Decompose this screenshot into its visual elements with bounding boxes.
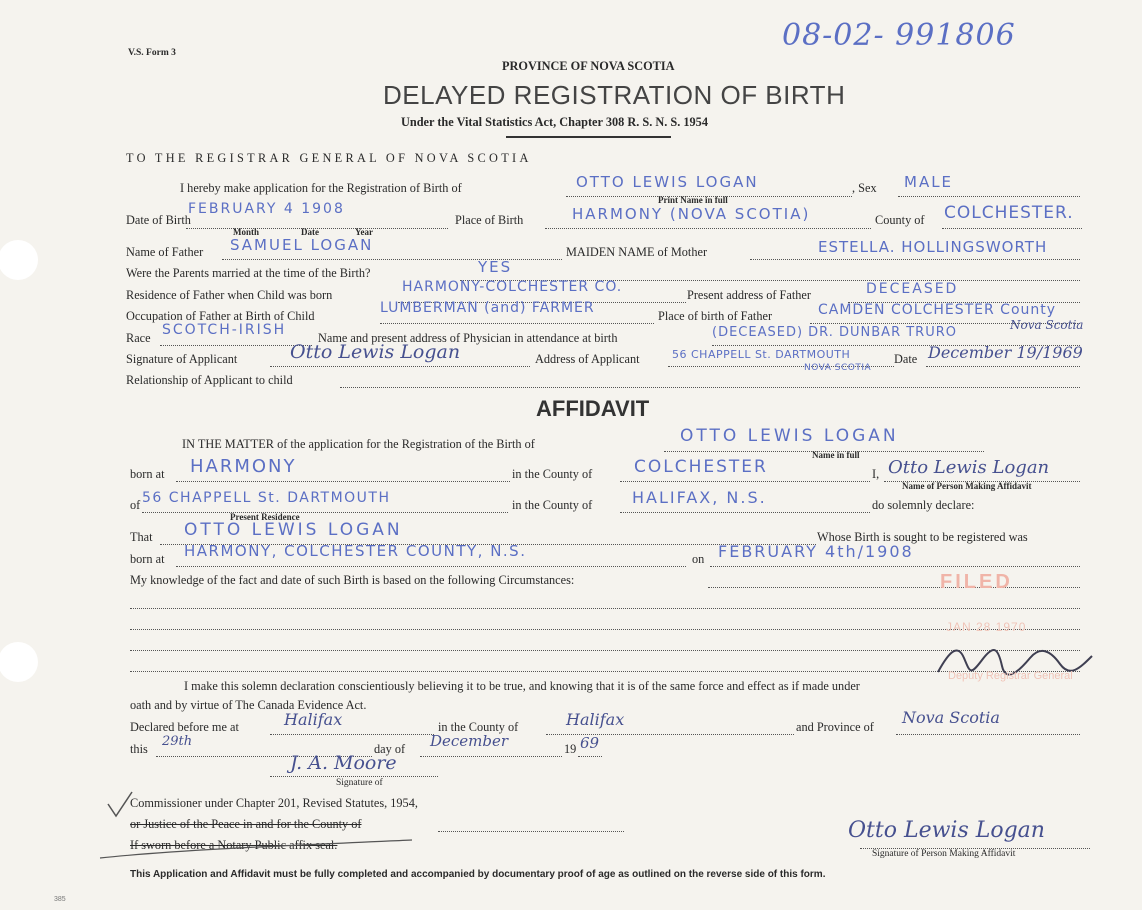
strike-line	[96, 836, 416, 862]
race-label: Race	[126, 331, 151, 345]
whose-label: Whose Birth is sought to be registered was	[817, 530, 1028, 544]
county3-value: Halifax	[566, 710, 625, 729]
on-label: on	[692, 552, 705, 566]
born-at2-value: HARMONY, COLCHESTER COUNTY, N.S.	[184, 542, 527, 560]
applicant-address-label: Address of Applicant	[535, 352, 640, 366]
sex-line	[898, 196, 1080, 197]
physician-value: (DECEASED) DR. DUNBAR TRURO	[712, 325, 957, 340]
declared-value: Halifax	[284, 710, 343, 729]
affiant-signature: Otto Lewis Logan	[848, 818, 1045, 843]
year-value: 69	[580, 734, 600, 752]
province-heading: PROVINCE OF NOVA SCOTIA	[502, 59, 675, 73]
date-line	[926, 366, 1080, 367]
province-value: Nova Scotia	[902, 708, 1000, 727]
father-pob-extra: Nova Scotia	[1010, 318, 1084, 332]
occupation-line	[380, 323, 654, 324]
aff-county-value: COLCHESTER	[634, 457, 768, 477]
born-at2-line	[176, 566, 686, 567]
applicant-address-extra: NOVA SCOTIA	[804, 363, 872, 373]
filed-stamp: FILED	[940, 571, 1013, 593]
matter-label: IN THE MATTER of the application for the Registration of the Birth of	[182, 437, 535, 451]
present-address-value: DECEASED	[866, 281, 959, 297]
application-date: December 19/1969	[928, 343, 1083, 362]
affiant-label: Signature of Person Making Affidavit	[872, 849, 1016, 859]
year-note: Year	[355, 227, 373, 237]
relationship-label: Relationship of Applicant to child	[126, 373, 293, 387]
year-prefix: 19	[564, 742, 577, 756]
justice-label: or Justice of the Peace in and for the County of	[130, 817, 362, 831]
signature-label: Signature of Applicant	[126, 352, 238, 366]
addressee: TO THE REGISTRAR GENERAL OF NOVA SCOTIA	[126, 151, 532, 165]
present-address-label: Present address of Father	[687, 288, 811, 302]
knowledge-line	[708, 587, 1080, 588]
commissioner-label: Commissioner under Chapter 201, Revised Statutes, 1954,	[130, 796, 418, 810]
father-label: Name of Father	[126, 245, 204, 259]
residence-value: HARMONY-COLCHESTER CO.	[402, 279, 623, 295]
this-label: this	[130, 742, 148, 756]
married-label: Were the Parents married at the time of the Birth?	[126, 266, 371, 280]
pob-value: HARMONY (NOVA SCOTIA)	[572, 205, 811, 223]
occupation-label: Occupation of Father at Birth of Child	[126, 309, 315, 323]
county3-label: in the County of	[512, 498, 593, 512]
residence-label: Residence of Father when Child was born	[126, 288, 333, 302]
signature-line	[270, 366, 530, 367]
notary-label: If sworn before a Notary Public affix seal.	[130, 838, 338, 852]
born-at-label: born at	[130, 467, 165, 481]
race-value: SCOTCH-IRISH	[162, 322, 287, 338]
aff-county-line	[620, 481, 870, 482]
this-value: 29th	[162, 734, 193, 749]
mother-value: ESTELLA. HOLLINGSWORTH	[818, 238, 1048, 256]
married-value: YES	[478, 258, 513, 276]
county-line	[942, 228, 1082, 229]
sex-label: , Sex	[852, 181, 877, 195]
present-residence-note: Present Residence	[230, 512, 300, 522]
dob-value: FEBRUARY 4 1908	[188, 201, 345, 217]
file-number: 08-02- 991806	[782, 18, 1016, 53]
sex-value: MALE	[904, 173, 954, 191]
county2-label: in the County of	[512, 467, 593, 481]
dob-label: Date of Birth	[126, 213, 191, 227]
punch-hole	[0, 642, 38, 682]
applicant-signature: Otto Lewis Logan	[290, 341, 461, 363]
day-of-value: December	[430, 732, 509, 750]
pob-label: Place of Birth	[455, 213, 524, 227]
county-label: County of	[875, 213, 925, 227]
footer-note: This Application and Affidavit must be fully completed and accompanied by documentary proof of age as outlined on the reverse side of this form.	[130, 869, 826, 880]
stamp-date: JAN 28 1970	[946, 620, 1027, 634]
punch-hole	[0, 240, 38, 280]
occupation-value: LUMBERMAN (and) FARMER	[380, 300, 595, 316]
county-value: COLCHESTER.	[944, 203, 1074, 223]
county2-value: HALIFAX, N.S.	[632, 488, 767, 507]
applicant-address-value: 56 CHAPPELL St. DARTMOUTH	[672, 348, 851, 361]
born-at-line	[176, 481, 510, 482]
justice-line	[438, 831, 624, 832]
intro-label: I hereby make application for the Registration of Birth of	[180, 181, 462, 195]
solemn-line-2: oath and by virtue of The Canada Evidence Act.	[130, 698, 367, 712]
date-label: Date	[894, 352, 918, 366]
applicant-name-value: OTTO LEWIS LOGAN	[576, 173, 759, 191]
province-line	[896, 734, 1080, 735]
knowledge-label: My knowledge of the fact and date of such Birth is based on the following Circumstances:	[130, 573, 575, 587]
declared-label: Declared before me at	[130, 720, 239, 734]
commissioner-sig-line	[270, 776, 438, 777]
date-note: Date	[301, 227, 319, 237]
form-number: V.S. Form 3	[128, 48, 176, 58]
county2-line	[620, 512, 870, 513]
circumstance-line	[130, 608, 1080, 609]
i-label: I,	[872, 467, 880, 481]
year-line	[578, 756, 602, 757]
name-full-note: Name in full	[812, 450, 860, 460]
county4-label: in the County of	[438, 720, 519, 734]
father-value: SAMUEL LOGAN	[230, 236, 374, 254]
day-of-label: day of	[374, 742, 406, 756]
relationship-line	[340, 387, 1080, 388]
born-at2-label: born at	[130, 552, 165, 566]
matter-value: OTTO LEWIS LOGAN	[680, 426, 899, 446]
print-name-note: Print Name in full	[658, 195, 728, 205]
affidavit-heading: AFFIDAVIT	[536, 396, 650, 421]
month-note: Month	[233, 227, 260, 237]
mother-label: MAIDEN NAME of Mother	[566, 245, 708, 259]
father-pob-label: Place of birth of Father	[658, 309, 773, 323]
signature-of-label: Signature of	[336, 778, 383, 788]
on-value: FEBRUARY 4th/1908	[718, 542, 914, 561]
corner-number: 385	[54, 896, 66, 903]
affiant-name-value: Otto Lewis Logan	[888, 457, 1050, 478]
subtitle: Under the Vital Statistics Act, Chapter 308 R. S. N. S. 1954	[401, 115, 708, 129]
of-line	[142, 512, 508, 513]
physician-label: Name and present address of Physician in attendance at birth	[318, 331, 618, 345]
mother-line	[750, 259, 1080, 260]
province-label: and Province of	[796, 720, 874, 734]
circumstance-line	[130, 629, 1080, 630]
title-rule	[506, 136, 671, 138]
father-pob-value: CAMDEN COLCHESTER County	[818, 302, 1057, 318]
of-label: of	[130, 498, 141, 512]
page-title: DELAYED REGISTRATION OF BIRTH	[383, 80, 846, 110]
solemn-line-1: I make this solemn declaration conscientiously believing it to be true, and knowing that it is of the same force and effect as if made under	[184, 679, 860, 693]
day-of-line	[420, 756, 562, 757]
pob-line	[545, 228, 871, 229]
on-line	[710, 566, 1080, 567]
that-value: OTTO LEWIS LOGAN	[184, 520, 403, 540]
that-label: That	[130, 530, 153, 544]
of-value: 56 CHAPPELL St. DARTMOUTH	[142, 490, 391, 506]
commissioner-signature: J. A. Moore	[290, 752, 397, 774]
declare-label: do solemnly declare:	[872, 498, 975, 512]
person-note: Name of Person Making Affidavit	[902, 481, 1032, 491]
deputy-label: Deputy Registrar General	[948, 670, 1073, 682]
declared-line	[270, 734, 434, 735]
born-at-value: HARMONY	[190, 456, 297, 477]
